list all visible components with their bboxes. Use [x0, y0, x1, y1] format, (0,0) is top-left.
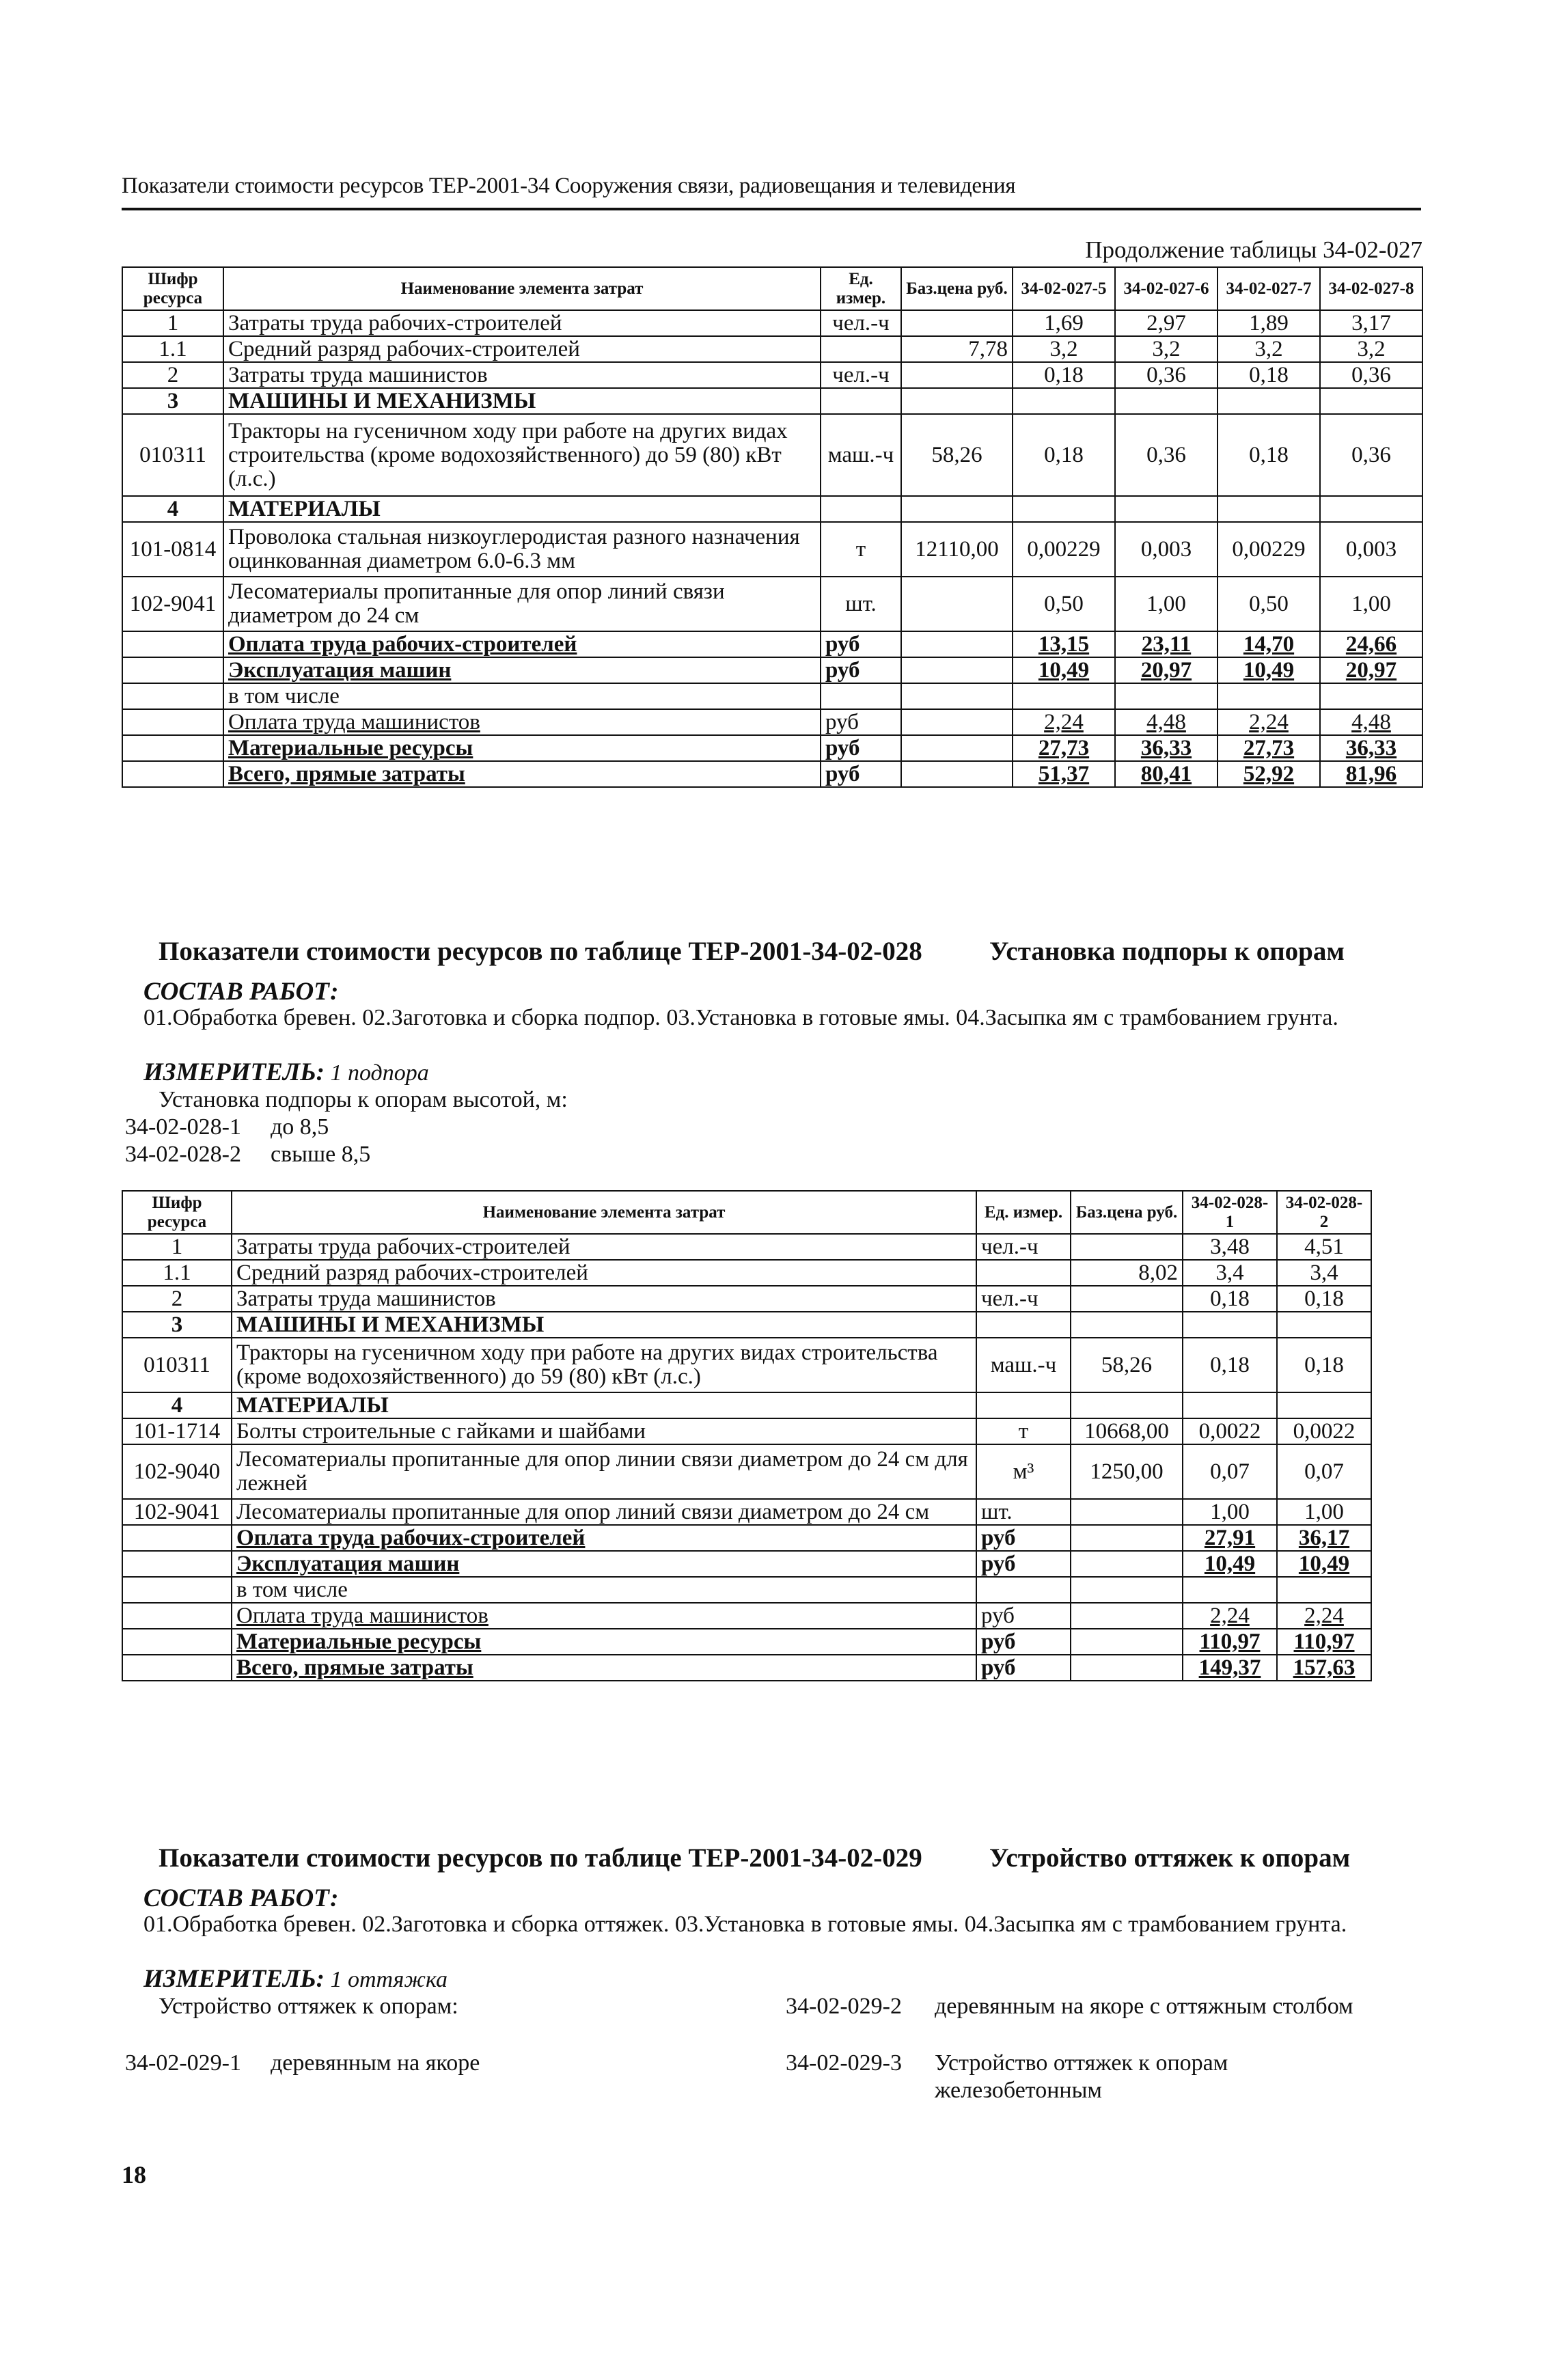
cell — [821, 496, 901, 522]
cell: Лесоматериалы пропитанные для опор линий связи диаметром до 24 см — [232, 1499, 976, 1525]
cell — [901, 496, 1013, 522]
item-text: деревянным на якоре — [271, 2050, 480, 2076]
table-row — [122, 522, 1422, 577]
cell — [1320, 496, 1422, 522]
cell — [1183, 1312, 1277, 1338]
cell — [901, 388, 1013, 414]
cell: 4,51 — [1277, 1234, 1371, 1260]
section-title: Показатели стоимости ресурсов по таблице ТЕР-2001-34-02-028 — [159, 937, 922, 966]
cell: 81,96 — [1320, 761, 1422, 787]
cell: 4 — [122, 496, 223, 522]
cell: 0,18 — [1218, 414, 1320, 496]
cell — [1071, 1234, 1183, 1260]
cell: 0,50 — [1218, 577, 1320, 631]
cell — [1218, 388, 1320, 414]
cell: 1,00 — [1115, 577, 1218, 631]
column-header: 34-02-027-8 — [1320, 267, 1422, 310]
cell — [1183, 1392, 1277, 1418]
cell: 0,36 — [1115, 414, 1218, 496]
cell: Эксплуатация машин — [223, 657, 821, 683]
table-header-row — [122, 1191, 1371, 1234]
cell — [122, 1629, 232, 1655]
cell: руб — [976, 1603, 1071, 1629]
cell: 3,17 — [1320, 310, 1422, 336]
cell: 58,26 — [1071, 1338, 1183, 1392]
cell: Лесоматериалы пропитанные для опор линии связи диаметром до 24 см для лежней — [232, 1444, 976, 1499]
cell: 2 — [122, 362, 223, 388]
cell: 110,97 — [1183, 1629, 1277, 1655]
item-text: до 8,5 — [271, 1114, 329, 1140]
cost-table-028 — [122, 1190, 1372, 1681]
cell: 51,37 — [1013, 761, 1115, 787]
cell: 3,2 — [1013, 336, 1115, 362]
cell — [1218, 683, 1320, 709]
header-divider — [122, 208, 1421, 210]
cell: руб — [821, 761, 901, 787]
work-composition-label: СОСТАВ РАБОТ: — [143, 1884, 339, 1912]
cell — [1115, 388, 1218, 414]
cell — [1071, 1312, 1183, 1338]
cell: 4,48 — [1115, 709, 1218, 735]
cell: 27,73 — [1013, 735, 1115, 761]
cell: 1,00 — [1183, 1499, 1277, 1525]
cell: 24,66 — [1320, 631, 1422, 657]
cell: 2,24 — [1183, 1603, 1277, 1629]
cell: Всего, прямые затраты — [223, 761, 821, 787]
cell — [1115, 496, 1218, 522]
measure-value: 1 оттяжка — [330, 1967, 448, 1992]
cell: 27,73 — [1218, 735, 1320, 761]
cell: 102-9040 — [122, 1444, 232, 1499]
cell — [122, 709, 223, 735]
cell: 10,49 — [1013, 657, 1115, 683]
cell: Болты строительные с гайками и шайбами — [232, 1418, 976, 1444]
cell: чел.-ч — [976, 1234, 1071, 1260]
cell — [1115, 683, 1218, 709]
cell: 3 — [122, 1312, 232, 1338]
cell: 0,50 — [1013, 577, 1115, 631]
cell — [1071, 1525, 1183, 1551]
cell: 10,49 — [1218, 657, 1320, 683]
cell: Средний разряд рабочих-строителей — [223, 336, 821, 362]
cell: 0,18 — [1183, 1338, 1277, 1392]
table-row — [122, 631, 1422, 657]
cell: 0,00229 — [1013, 522, 1115, 577]
cell: Затраты труда рабочих-строителей — [232, 1234, 976, 1260]
cell: 36,33 — [1320, 735, 1422, 761]
column-header: Баз.цена руб. — [901, 267, 1013, 310]
cell: 0,07 — [1277, 1444, 1371, 1499]
work-composition-label: СОСТАВ РАБОТ: — [143, 978, 339, 1006]
cell: 0,07 — [1183, 1444, 1277, 1499]
table-row — [122, 1338, 1371, 1392]
table-row — [122, 1629, 1371, 1655]
cell: 3,4 — [1183, 1260, 1277, 1286]
cell — [1183, 1577, 1277, 1603]
section-subtitle: Устройство оттяжек к опорам — [989, 1843, 1351, 1873]
cell: 2,24 — [1013, 709, 1115, 735]
cell: 0,18 — [1218, 362, 1320, 388]
cell: 0,36 — [1320, 362, 1422, 388]
table-row — [122, 1418, 1371, 1444]
cell: 0,18 — [1013, 414, 1115, 496]
table-row — [122, 1312, 1371, 1338]
cell: 20,97 — [1115, 657, 1218, 683]
cell: шт. — [821, 577, 901, 631]
measure-label: ИЗМЕРИТЕЛЬ: — [143, 1058, 325, 1086]
cell — [122, 1577, 232, 1603]
cell: 3,2 — [1218, 336, 1320, 362]
item-text: Устройство оттяжек к опорам железобетонным — [935, 2050, 1228, 2103]
column-header: 34-02-028-2 — [1277, 1191, 1371, 1234]
cell: т — [821, 522, 901, 577]
column-header: Ед. измер. — [821, 267, 901, 310]
cell: 0,36 — [1320, 414, 1422, 496]
cell: 10,49 — [1183, 1551, 1277, 1577]
cell — [1013, 683, 1115, 709]
cell — [122, 1551, 232, 1577]
cell: 4,48 — [1320, 709, 1422, 735]
cell: 0,0022 — [1277, 1418, 1371, 1444]
cell: руб — [821, 709, 901, 735]
cell: 010311 — [122, 1338, 232, 1392]
cell: 2,97 — [1115, 310, 1218, 336]
item-text: деревянным на якоре с оттяжным столбом — [935, 1994, 1353, 2019]
cell: руб — [821, 631, 901, 657]
cell: Материальные ресурсы — [232, 1629, 976, 1655]
cell — [122, 1655, 232, 1681]
cell — [1277, 1577, 1371, 1603]
cell — [901, 577, 1013, 631]
table-row — [122, 657, 1422, 683]
cell: Средний разряд рабочих-строителей — [232, 1260, 976, 1286]
cell — [901, 735, 1013, 761]
cell: 36,33 — [1115, 735, 1218, 761]
table-row — [122, 1655, 1371, 1681]
cell: 110,97 — [1277, 1629, 1371, 1655]
column-header: Шифр ресурса — [122, 267, 223, 310]
cell — [1218, 496, 1320, 522]
cell: 13,15 — [1013, 631, 1115, 657]
cell: 010311 — [122, 414, 223, 496]
cell: 23,11 — [1115, 631, 1218, 657]
table-header-row — [122, 267, 1422, 310]
cell: в том числе — [223, 683, 821, 709]
cell: 1,00 — [1320, 577, 1422, 631]
cell — [901, 362, 1013, 388]
cell: 10,49 — [1277, 1551, 1371, 1577]
cell: Лесоматериалы пропитанные для опор линий связи диаметром до 24 см — [223, 577, 821, 631]
table-row — [122, 1260, 1371, 1286]
cell: 1,69 — [1013, 310, 1115, 336]
table-row — [122, 1234, 1371, 1260]
cell — [976, 1312, 1071, 1338]
cell — [122, 631, 223, 657]
cell: 0,18 — [1013, 362, 1115, 388]
cell — [901, 761, 1013, 787]
cell: Оплата труда рабочих-строителей — [223, 631, 821, 657]
cell: 149,37 — [1183, 1655, 1277, 1681]
cell: 157,63 — [1277, 1655, 1371, 1681]
table-row — [122, 414, 1422, 496]
measure-value: 1 подпора — [330, 1060, 429, 1086]
column-header: Баз.цена руб. — [1071, 1191, 1183, 1234]
cell: Тракторы на гусеничном ходу при работе на других видах строительства (кроме водохозяйственного) до 59 (80) кВт (л.с.) — [223, 414, 821, 496]
cell — [901, 310, 1013, 336]
cell: 3,2 — [1320, 336, 1422, 362]
table-row — [122, 683, 1422, 709]
cell: 14,70 — [1218, 631, 1320, 657]
cell: т — [976, 1418, 1071, 1444]
cell: 1.1 — [122, 336, 223, 362]
cell: 80,41 — [1115, 761, 1218, 787]
cell — [901, 683, 1013, 709]
cell: Эксплуатация машин — [232, 1551, 976, 1577]
cell: чел.-ч — [976, 1286, 1071, 1312]
cell: руб — [976, 1629, 1071, 1655]
running-title: Показатели стоимости ресурсов ТЕР-2001-34 Сооружения связи, радиовещания и телевидения — [122, 174, 1016, 198]
cell: 102-9041 — [122, 1499, 232, 1525]
cell: 2,24 — [1218, 709, 1320, 735]
table-row — [122, 1499, 1371, 1525]
cell: 36,17 — [1277, 1525, 1371, 1551]
work-composition-text: 01.Обработка бревен. 02.Заготовка и сборка подпор. 03.Установка в готовые ямы. 04.Засыпка ям с трамбованием грунта. — [143, 1005, 1338, 1030]
cell — [1071, 1603, 1183, 1629]
cell: 3,4 — [1277, 1260, 1371, 1286]
cell — [1320, 683, 1422, 709]
cell: 1 — [122, 1234, 232, 1260]
cell — [1071, 1629, 1183, 1655]
cell: Материальные ресурсы — [223, 735, 821, 761]
cost-table-027 — [122, 266, 1423, 788]
cell: маш.-ч — [821, 414, 901, 496]
cell — [1071, 1577, 1183, 1603]
cell: Тракторы на гусеничном ходу при работе на других видах строительства (кроме водохозяйственного) до 59 (80) кВт (л.с.) — [232, 1338, 976, 1392]
items-intro: Устройство оттяжек к опорам: — [159, 1994, 458, 2019]
column-header: Наименование элемента затрат — [232, 1191, 976, 1234]
cell — [1071, 1286, 1183, 1312]
cell: 12110,00 — [901, 522, 1013, 577]
table-row — [122, 362, 1422, 388]
cell — [901, 631, 1013, 657]
cell: Оплата труда машинистов — [232, 1603, 976, 1629]
measure-line — [143, 1059, 429, 1087]
cell: 1250,00 — [1071, 1444, 1183, 1499]
cell: 0,0022 — [1183, 1418, 1277, 1444]
cell — [122, 1603, 232, 1629]
cell — [976, 1260, 1071, 1286]
cell — [1071, 1499, 1183, 1525]
cell: 4 — [122, 1392, 232, 1418]
table-row — [122, 1525, 1371, 1551]
cell — [901, 657, 1013, 683]
cell: 0,18 — [1277, 1286, 1371, 1312]
cell: 101-0814 — [122, 522, 223, 577]
cell: 101-1714 — [122, 1418, 232, 1444]
cell: МАТЕРИАЛЫ — [223, 496, 821, 522]
cell: Оплата труда рабочих-строителей — [232, 1525, 976, 1551]
measure-label: ИЗМЕРИТЕЛЬ: — [143, 1965, 325, 1993]
cell: 0,36 — [1115, 362, 1218, 388]
item-code: 34-02-029-1 — [125, 2050, 241, 2076]
cell — [1277, 1312, 1371, 1338]
cell — [122, 683, 223, 709]
cell: Затраты труда рабочих-строителей — [223, 310, 821, 336]
cell: руб — [976, 1655, 1071, 1681]
cell: 8,02 — [1071, 1260, 1183, 1286]
page-number: 18 — [122, 2161, 146, 2188]
cell: 0,18 — [1277, 1338, 1371, 1392]
section-title: Показатели стоимости ресурсов по таблице ТЕР-2001-34-02-029 — [159, 1843, 922, 1873]
section-subtitle: Установка подпоры к опорам — [989, 937, 1345, 966]
cell: 3 — [122, 388, 223, 414]
item-code: 34-02-029-3 — [786, 2050, 902, 2076]
column-header: 34-02-027-7 — [1218, 267, 1320, 310]
cell: МАШИНЫ И МЕХАНИЗМЫ — [223, 388, 821, 414]
cell: 0,18 — [1183, 1286, 1277, 1312]
cell: 58,26 — [901, 414, 1013, 496]
cell — [901, 709, 1013, 735]
cell: руб — [976, 1551, 1071, 1577]
cell: Проволока стальная низкоуглеродистая разного назначения оцинкованная диаметром 6.0-6.3 мм — [223, 522, 821, 577]
item-code: 34-02-029-2 — [786, 1994, 902, 2019]
column-header: Наименование элемента затрат — [223, 267, 821, 310]
cell: 0,003 — [1320, 522, 1422, 577]
table-row — [122, 496, 1422, 522]
cell: 0,003 — [1115, 522, 1218, 577]
item-code: 34-02-028-2 — [125, 1142, 241, 1167]
cell: МАШИНЫ И МЕХАНИЗМЫ — [232, 1312, 976, 1338]
cell: Оплата труда машинистов — [223, 709, 821, 735]
column-header: 34-02-027-6 — [1115, 267, 1218, 310]
cell: 1.1 — [122, 1260, 232, 1286]
cell: шт. — [976, 1499, 1071, 1525]
cell: 3,48 — [1183, 1234, 1277, 1260]
cell — [1277, 1392, 1371, 1418]
table-row — [122, 1577, 1371, 1603]
cell — [1013, 496, 1115, 522]
cell — [1071, 1392, 1183, 1418]
cell: 27,91 — [1183, 1525, 1277, 1551]
cell: 20,97 — [1320, 657, 1422, 683]
cell: 52,92 — [1218, 761, 1320, 787]
table-row — [122, 735, 1422, 761]
table-row — [122, 388, 1422, 414]
cell: Затраты труда машинистов — [223, 362, 821, 388]
table-row — [122, 1444, 1371, 1499]
column-header: Шифр ресурса — [122, 1191, 232, 1234]
cell: 1,89 — [1218, 310, 1320, 336]
table-continuation-label: Продолжение таблицы 34-02-027 — [1085, 236, 1422, 263]
cell — [976, 1392, 1071, 1418]
cell — [122, 1525, 232, 1551]
cell: МАТЕРИАЛЫ — [232, 1392, 976, 1418]
table-row — [122, 709, 1422, 735]
cell — [1320, 388, 1422, 414]
measure-line — [143, 1966, 448, 1994]
cell: в том числе — [232, 1577, 976, 1603]
item-code: 34-02-028-1 — [125, 1114, 241, 1140]
cell — [821, 336, 901, 362]
item-text: свыше 8,5 — [271, 1142, 371, 1167]
cell: 2,24 — [1277, 1603, 1371, 1629]
cell: 10668,00 — [1071, 1418, 1183, 1444]
items-intro: Установка подпоры к опорам высотой, м: — [159, 1087, 568, 1112]
cell: 7,78 — [901, 336, 1013, 362]
table-row — [122, 1286, 1371, 1312]
table-row — [122, 310, 1422, 336]
cell: 1,00 — [1277, 1499, 1371, 1525]
cell: 2 — [122, 1286, 232, 1312]
work-composition-text: 01.Обработка бревен. 02.Заготовка и сборка оттяжек. 03.Установка в готовые ямы. 04.Засыпка ям с трамбованием грунта. — [143, 1912, 1347, 1937]
column-header: 34-02-027-5 — [1013, 267, 1115, 310]
table-row — [122, 761, 1422, 787]
cell — [1013, 388, 1115, 414]
cell — [122, 657, 223, 683]
table-row — [122, 1392, 1371, 1418]
cell: чел.-ч — [821, 362, 901, 388]
cell: Затраты труда машинистов — [232, 1286, 976, 1312]
cell: чел.-ч — [821, 310, 901, 336]
cell: руб — [821, 735, 901, 761]
table-row — [122, 577, 1422, 631]
cell: руб — [976, 1525, 1071, 1551]
cell: маш.-ч — [976, 1338, 1071, 1392]
cell — [122, 735, 223, 761]
cell: м³ — [976, 1444, 1071, 1499]
cell — [122, 761, 223, 787]
cell: 3,2 — [1115, 336, 1218, 362]
column-header: 34-02-028-1 — [1183, 1191, 1277, 1234]
cell — [976, 1577, 1071, 1603]
table-row — [122, 336, 1422, 362]
table-row — [122, 1551, 1371, 1577]
cell: руб — [821, 657, 901, 683]
cell: 102-9041 — [122, 577, 223, 631]
cell — [821, 683, 901, 709]
cell — [1071, 1551, 1183, 1577]
table-row — [122, 1603, 1371, 1629]
column-header: Ед. измер. — [976, 1191, 1071, 1234]
cell — [1071, 1655, 1183, 1681]
cell: 0,00229 — [1218, 522, 1320, 577]
cell — [821, 388, 901, 414]
cell: 1 — [122, 310, 223, 336]
cell: Всего, прямые затраты — [232, 1655, 976, 1681]
